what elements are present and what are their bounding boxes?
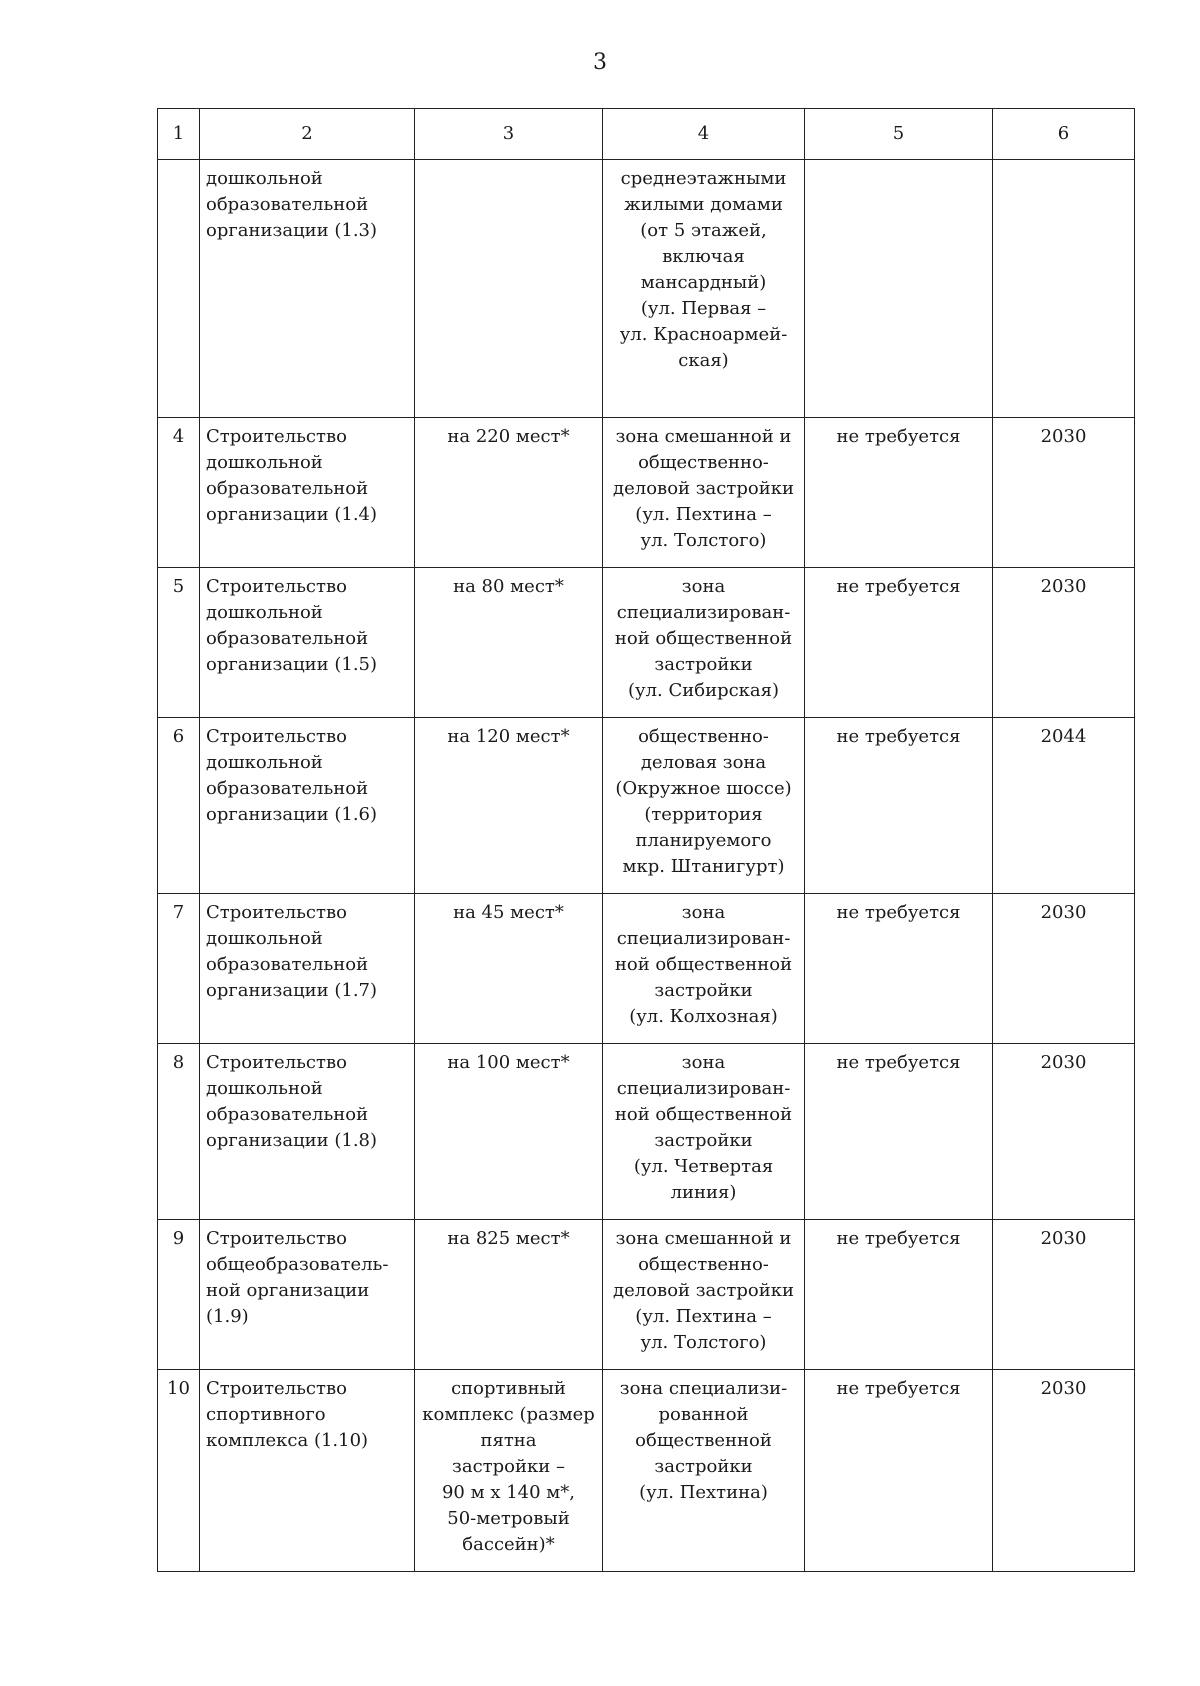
header-cell: 1 [158, 109, 200, 160]
object-name-cell [200, 160, 415, 418]
zone-cell [603, 1044, 805, 1220]
row-number: 9 [172, 1228, 185, 1249]
zone: зона специализирован- ной общественной застройки (ул. Сибирская) [614, 576, 793, 701]
requirement: не требуется [836, 576, 961, 597]
table-row [158, 718, 1135, 894]
capacity-cell [415, 568, 603, 718]
requirement-cell [805, 1220, 993, 1370]
row-number: 7 [172, 902, 185, 923]
capacity: на 220 мест* [447, 426, 570, 447]
table-row [158, 1044, 1135, 1220]
page-number: 3 [593, 50, 607, 75]
capacity: на 825 мест* [447, 1228, 570, 1249]
document-table [157, 108, 1135, 1572]
capacity: на 120 мест* [447, 726, 570, 747]
table-row [158, 894, 1135, 1044]
object-name: Строительство дошкольной образовательной организации (1.4) [206, 426, 378, 525]
requirement: не требуется [836, 1052, 961, 1073]
zone: зона специализи- рованной общественной застройки (ул. Пехтина) [619, 1378, 788, 1503]
capacity-cell [415, 1220, 603, 1370]
row-number: 5 [172, 576, 185, 597]
zone: зона специализирован- ной общественной застройки (ул. Колхозная) [614, 902, 793, 1027]
capacity: на 80 мест* [453, 576, 564, 597]
requirement: не требуется [836, 902, 961, 923]
zone: зона смешанной и общественно- деловой застройки (ул. Пехтина – ул. Толстого) [613, 426, 794, 551]
zone: зона смешанной и общественно- деловой застройки (ул. Пехтина – ул. Толстого) [613, 1228, 794, 1353]
object-name: Строительство дошкольной образовательной организации (1.7) [206, 902, 378, 1001]
header-cell: 5 [805, 109, 993, 160]
year-cell [993, 568, 1135, 718]
row-number-cell [158, 1044, 200, 1220]
header-cell: 4 [603, 109, 805, 160]
capacity-cell [415, 718, 603, 894]
year: 2030 [1040, 1378, 1087, 1399]
object-name-cell [200, 894, 415, 1044]
requirement-cell [805, 718, 993, 894]
row-number-cell [158, 1370, 200, 1572]
zone-cell [603, 568, 805, 718]
row-number-cell [158, 1220, 200, 1370]
capacity-cell [415, 160, 603, 418]
year: 2030 [1040, 576, 1087, 597]
requirement: не требуется [836, 726, 961, 747]
capacity: спортивный комплекс (размер пятна застройки – 90 м х 140 м*, 50-метровый бассейн)* [422, 1378, 595, 1555]
object-name-cell [200, 1370, 415, 1572]
zone-cell [603, 894, 805, 1044]
requirement: не требуется [836, 426, 961, 447]
zone-cell [603, 160, 805, 418]
requirement: не требуется [836, 1378, 961, 1399]
row-number: 6 [172, 726, 185, 747]
object-name: Строительство дошкольной образовательной организации (1.8) [206, 1052, 378, 1151]
capacity-cell [415, 1044, 603, 1220]
object-name-cell [200, 568, 415, 718]
header-cell: 2 [200, 109, 415, 160]
capacity-cell [415, 1370, 603, 1572]
year: 2044 [1040, 726, 1087, 747]
header-cell: 6 [993, 109, 1135, 160]
table-row [158, 1370, 1135, 1572]
object-name: Строительство дошкольной образовательной организации (1.6) [206, 726, 378, 825]
year-cell [993, 1370, 1135, 1572]
capacity: на 100 мест* [447, 1052, 570, 1073]
object-name: дошкольной образовательной организации (1.3) [206, 168, 378, 241]
row-number-cell [158, 160, 200, 418]
zone-cell [603, 418, 805, 568]
capacity: на 45 мест* [453, 902, 564, 923]
requirement-cell [805, 418, 993, 568]
object-name-cell [200, 718, 415, 894]
capacity-cell [415, 894, 603, 1044]
zone: среднеэтажными жилыми домами (от 5 этажей, включая мансардный) (ул. Первая – ул. Красноармей- ская) [619, 168, 788, 371]
object-name-cell [200, 418, 415, 568]
year: 2030 [1040, 1052, 1087, 1073]
zone-cell [603, 1370, 805, 1572]
row-number-cell [158, 894, 200, 1044]
table-row [158, 418, 1135, 568]
table-row [158, 1220, 1135, 1370]
requirement-cell [805, 568, 993, 718]
header-cell: 3 [415, 109, 603, 160]
object-name-cell [200, 1044, 415, 1220]
object-name: Строительство дошкольной образовательной организации (1.5) [206, 576, 378, 675]
row-number-cell [158, 718, 200, 894]
year: 2030 [1040, 426, 1087, 447]
requirement-cell [805, 160, 993, 418]
year-cell [993, 718, 1135, 894]
row-number: 10 [167, 1378, 190, 1399]
row-number-cell [158, 568, 200, 718]
object-name: Строительство спортивного комплекса (1.10) [206, 1378, 369, 1451]
year-cell [993, 894, 1135, 1044]
zone: зона специализирован- ной общественной застройки (ул. Четвертая линия) [614, 1052, 793, 1203]
table-row [158, 568, 1135, 718]
zone: общественно- деловая зона (Окружное шоссе) (территория планируемого мкр. Штанигурт) [615, 726, 792, 877]
year: 2030 [1040, 902, 1087, 923]
table-header-row [158, 109, 1135, 160]
object-name-cell [200, 1220, 415, 1370]
requirement: не требуется [836, 1228, 961, 1249]
year-cell [993, 418, 1135, 568]
year: 2030 [1040, 1228, 1087, 1249]
row-number: 8 [172, 1052, 185, 1073]
year-cell [993, 1220, 1135, 1370]
year-cell [993, 160, 1135, 418]
row-number-cell [158, 418, 200, 568]
requirement-cell [805, 1370, 993, 1572]
zone-cell [603, 1220, 805, 1370]
requirement-cell [805, 894, 993, 1044]
capacity-cell [415, 418, 603, 568]
requirement-cell [805, 1044, 993, 1220]
row-number: 4 [172, 426, 185, 447]
table-row [158, 160, 1135, 418]
year-cell [993, 1044, 1135, 1220]
object-name: Строительство общеобразователь- ной организации (1.9) [206, 1228, 389, 1327]
zone-cell [603, 718, 805, 894]
